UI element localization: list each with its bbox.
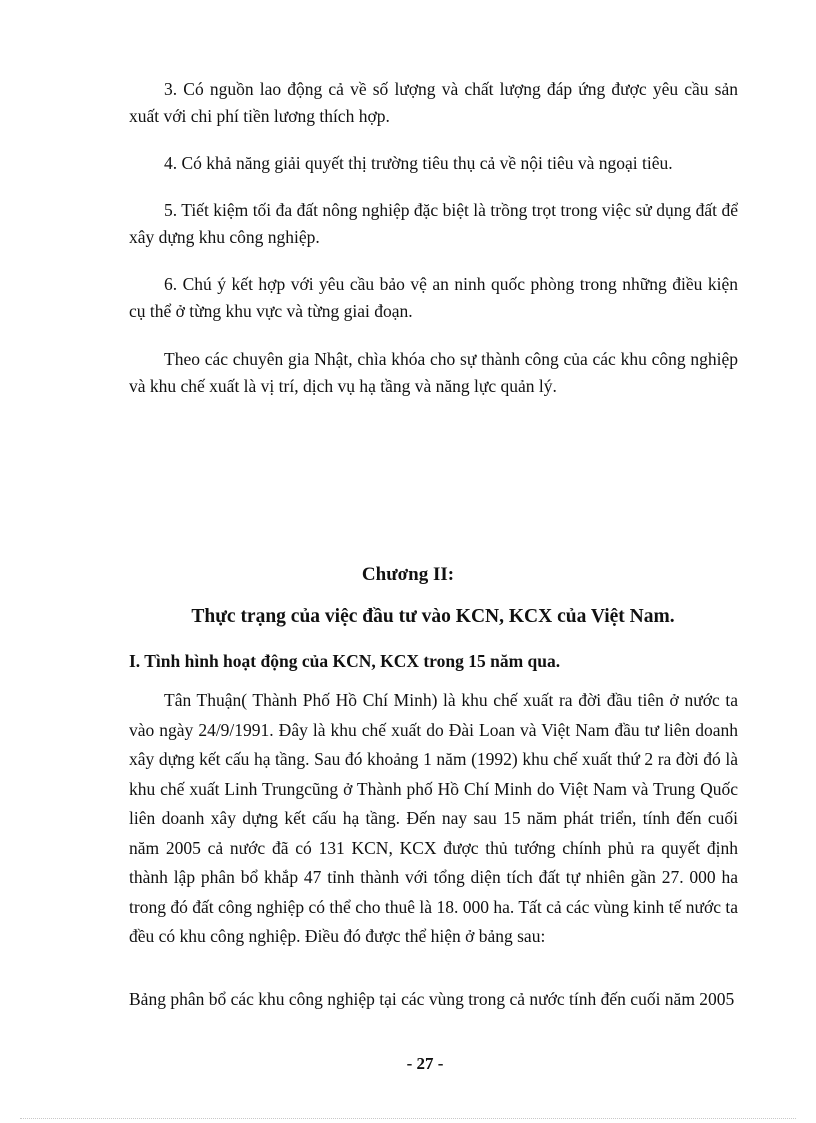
list-item-5: 5. Tiết kiệm tối đa đất nông nghiệp đặc biệt là trồng trọt trong việc sử dụng đất để xây dựng khu công nghiệp.	[129, 200, 738, 247]
list-item-4: 4. Có khả năng giải quyết thị trường tiêu thụ cả về nội tiêu và ngoại tiêu.	[164, 153, 673, 173]
section-body-paragraph: Tân Thuận( Thành Phố Hồ Chí Minh) là khu chế xuất ra đời đầu tiên ở nước ta vào ngày 24/9/1991. Đây là khu chế xuất do Đài Loan và Việt Nam đầu tư liên doanh xây dựng kết cấu hạ tầng. Sau đó khoảng 1 năm (1992) khu chế xuất thứ 2 ra đời đó là khu chế xuất Linh Trungcũng ở Thành phố Hồ Chí Minh do Việt Nam và Trung Quốc liên doanh xây dựng kết cấu hạ tầng. Đến nay sau 15 năm phát triển, tính đến cuối năm 2005 cả nước đã có 131 KCN, KCX được thủ tướng chính phủ ra quyết định thành lập phân bổ khắp 47 tỉnh thành với tổng diện tích đất tự nhiên gần 27. 000 ha trong đó đất công nghiệp có thể cho thuê là 18. 000 ha. Tất cả các vùng kinh tế nước ta đều có khu công nghiệp. Điều đó được thể hiện ở bảng sau:	[129, 690, 738, 946]
page-bottom-edge	[20, 1118, 796, 1119]
chapter-number: Chương II:	[361, 564, 455, 585]
page-number: - 27 -	[406, 1054, 444, 1073]
table-caption: Bảng phân bổ các khu công nghiệp tại các vùng trong cả nước tính đến cuối năm 2005	[129, 989, 735, 1009]
section-heading: I. Tình hình hoạt động của KCN, KCX trong 15 năm qua.	[129, 651, 561, 671]
list-item-6: 6. Chú ý kết hợp với yêu cầu bảo vệ an ninh quốc phòng trong những điều kiện cụ thể ở từng khu vực và từng giai đoạn.	[129, 274, 738, 321]
expert-paragraph: Theo các chuyên gia Nhật, chìa khóa cho sự thành công của các khu công nghiệp và khu chế xuất là vị trí, dịch vụ hạ tầng và năng lực quản lý.	[129, 349, 738, 396]
chapter-title: Thực trạng của việc đầu tư vào KCN, KCX của Việt Nam.	[191, 606, 675, 627]
list-item-3: 3. Có nguồn lao động cả về số lượng và chất lượng đáp ứng được yêu cầu sản xuất với chi phí tiền lương thích hợp.	[129, 79, 738, 126]
